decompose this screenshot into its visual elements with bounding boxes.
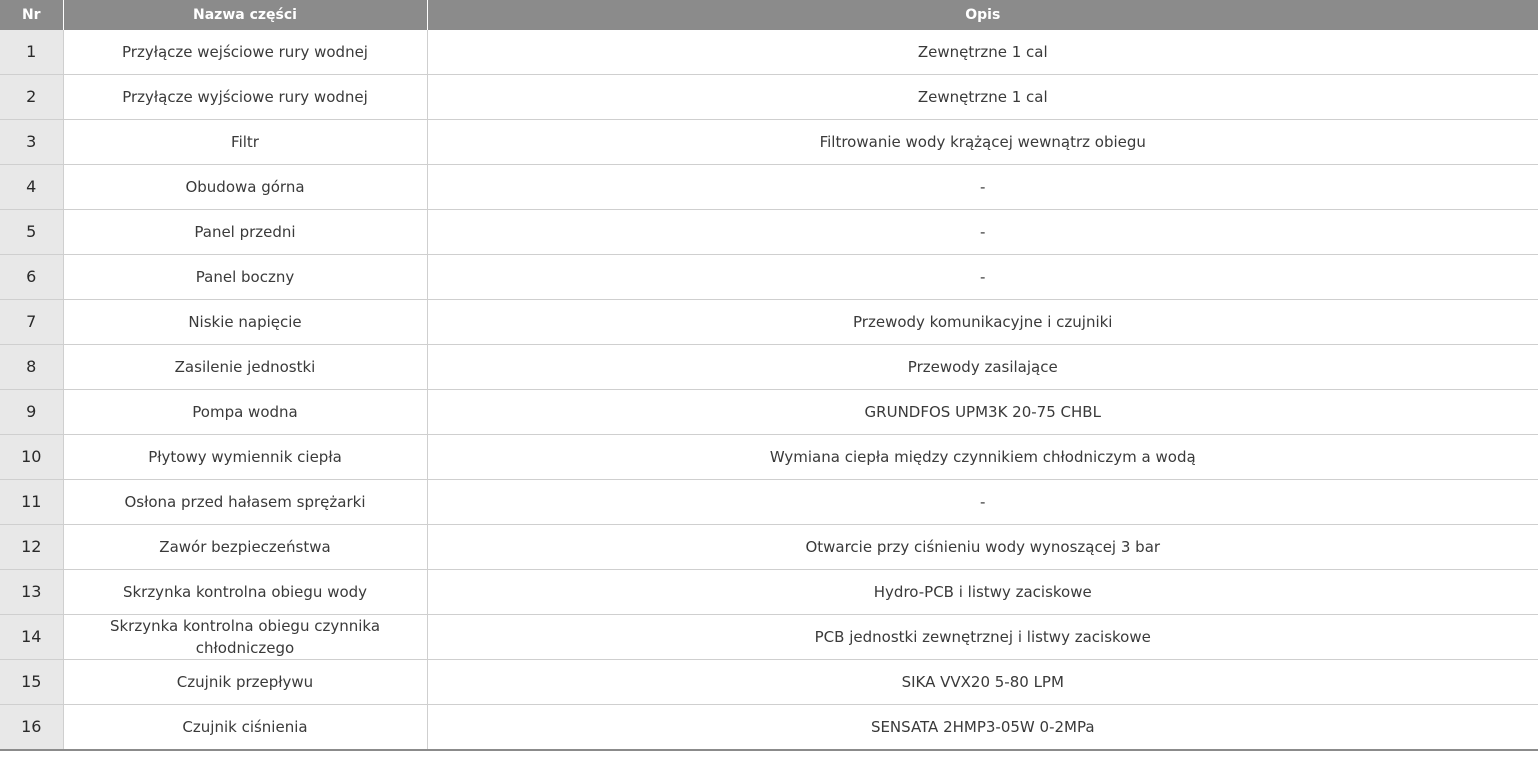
table-row <box>0 435 1538 480</box>
cell-part-name: Zasilenie jednostki <box>63 345 427 390</box>
cell-part-name: Panel przedni <box>63 210 427 255</box>
cell-nr: 12 <box>0 525 63 570</box>
cell-description: Zewnętrzne 1 cal <box>427 75 1538 120</box>
cell-nr: 5 <box>0 210 63 255</box>
cell-description: - <box>427 480 1538 525</box>
cell-part-name: Przyłącze wyjściowe rury wodnej <box>63 75 427 120</box>
cell-nr: 7 <box>0 300 63 345</box>
table-row <box>0 525 1538 570</box>
cell-nr: 13 <box>0 570 63 615</box>
cell-part-name: Osłona przed hałasem sprężarki <box>63 480 427 525</box>
cell-part-name: Obudowa górna <box>63 165 427 210</box>
cell-part-name: Skrzynka kontrolna obiegu czynnika chłodniczego <box>63 615 427 660</box>
cell-part-name: Panel boczny <box>63 255 427 300</box>
table-row <box>0 30 1538 75</box>
cell-description: Otwarcie przy ciśnieniu wody wynoszącej 3 bar <box>427 525 1538 570</box>
header-part-name: Nazwa części <box>63 0 427 30</box>
table-body <box>0 30 1538 750</box>
cell-description: SIKA VVX20 5-80 LPM <box>427 660 1538 705</box>
cell-nr: 14 <box>0 615 63 660</box>
cell-nr: 15 <box>0 660 63 705</box>
table-row <box>0 345 1538 390</box>
table-row <box>0 120 1538 165</box>
cell-nr: 4 <box>0 165 63 210</box>
cell-description: - <box>427 210 1538 255</box>
cell-nr: 11 <box>0 480 63 525</box>
cell-part-name: Czujnik ciśnienia <box>63 705 427 751</box>
cell-nr: 2 <box>0 75 63 120</box>
table-row <box>0 480 1538 525</box>
table-row <box>0 165 1538 210</box>
cell-description: Filtrowanie wody krążącej wewnątrz obiegu <box>427 120 1538 165</box>
cell-description: Przewody zasilające <box>427 345 1538 390</box>
table-row <box>0 75 1538 120</box>
cell-nr: 16 <box>0 705 63 751</box>
cell-description: PCB jednostki zewnętrznej i listwy zaciskowe <box>427 615 1538 660</box>
cell-nr: 10 <box>0 435 63 480</box>
cell-part-name: Niskie napięcie <box>63 300 427 345</box>
cell-description: Zewnętrzne 1 cal <box>427 30 1538 75</box>
cell-nr: 3 <box>0 120 63 165</box>
header-row <box>0 0 1538 30</box>
table-row <box>0 390 1538 435</box>
cell-description: - <box>427 255 1538 300</box>
cell-part-name: Filtr <box>63 120 427 165</box>
cell-description: GRUNDFOS UPM3K 20-75 CHBL <box>427 390 1538 435</box>
cell-description: Hydro-PCB i listwy zaciskowe <box>427 570 1538 615</box>
cell-part-name: Pompa wodna <box>63 390 427 435</box>
cell-part-name: Płytowy wymiennik ciepła <box>63 435 427 480</box>
cell-description: SENSATA 2HMP3-05W 0-2MPa <box>427 705 1538 751</box>
cell-part-name: Skrzynka kontrolna obiegu wody <box>63 570 427 615</box>
table-row <box>0 300 1538 345</box>
table-row <box>0 615 1538 660</box>
header-description: Opis <box>427 0 1538 30</box>
table-row <box>0 210 1538 255</box>
cell-part-name: Zawór bezpieczeństwa <box>63 525 427 570</box>
cell-description: - <box>427 165 1538 210</box>
cell-part-name: Przyłącze wejściowe rury wodnej <box>63 30 427 75</box>
cell-nr: 6 <box>0 255 63 300</box>
table-row <box>0 570 1538 615</box>
table-header <box>0 0 1538 30</box>
cell-nr: 8 <box>0 345 63 390</box>
cell-description: Wymiana ciepła między czynnikiem chłodniczym a wodą <box>427 435 1538 480</box>
cell-nr: 9 <box>0 390 63 435</box>
table-row <box>0 705 1538 751</box>
cell-nr: 1 <box>0 30 63 75</box>
header-nr: Nr <box>0 0 63 30</box>
table-row <box>0 255 1538 300</box>
cell-part-name: Czujnik przepływu <box>63 660 427 705</box>
cell-description: Przewody komunikacyjne i czujniki <box>427 300 1538 345</box>
table-row <box>0 660 1538 705</box>
